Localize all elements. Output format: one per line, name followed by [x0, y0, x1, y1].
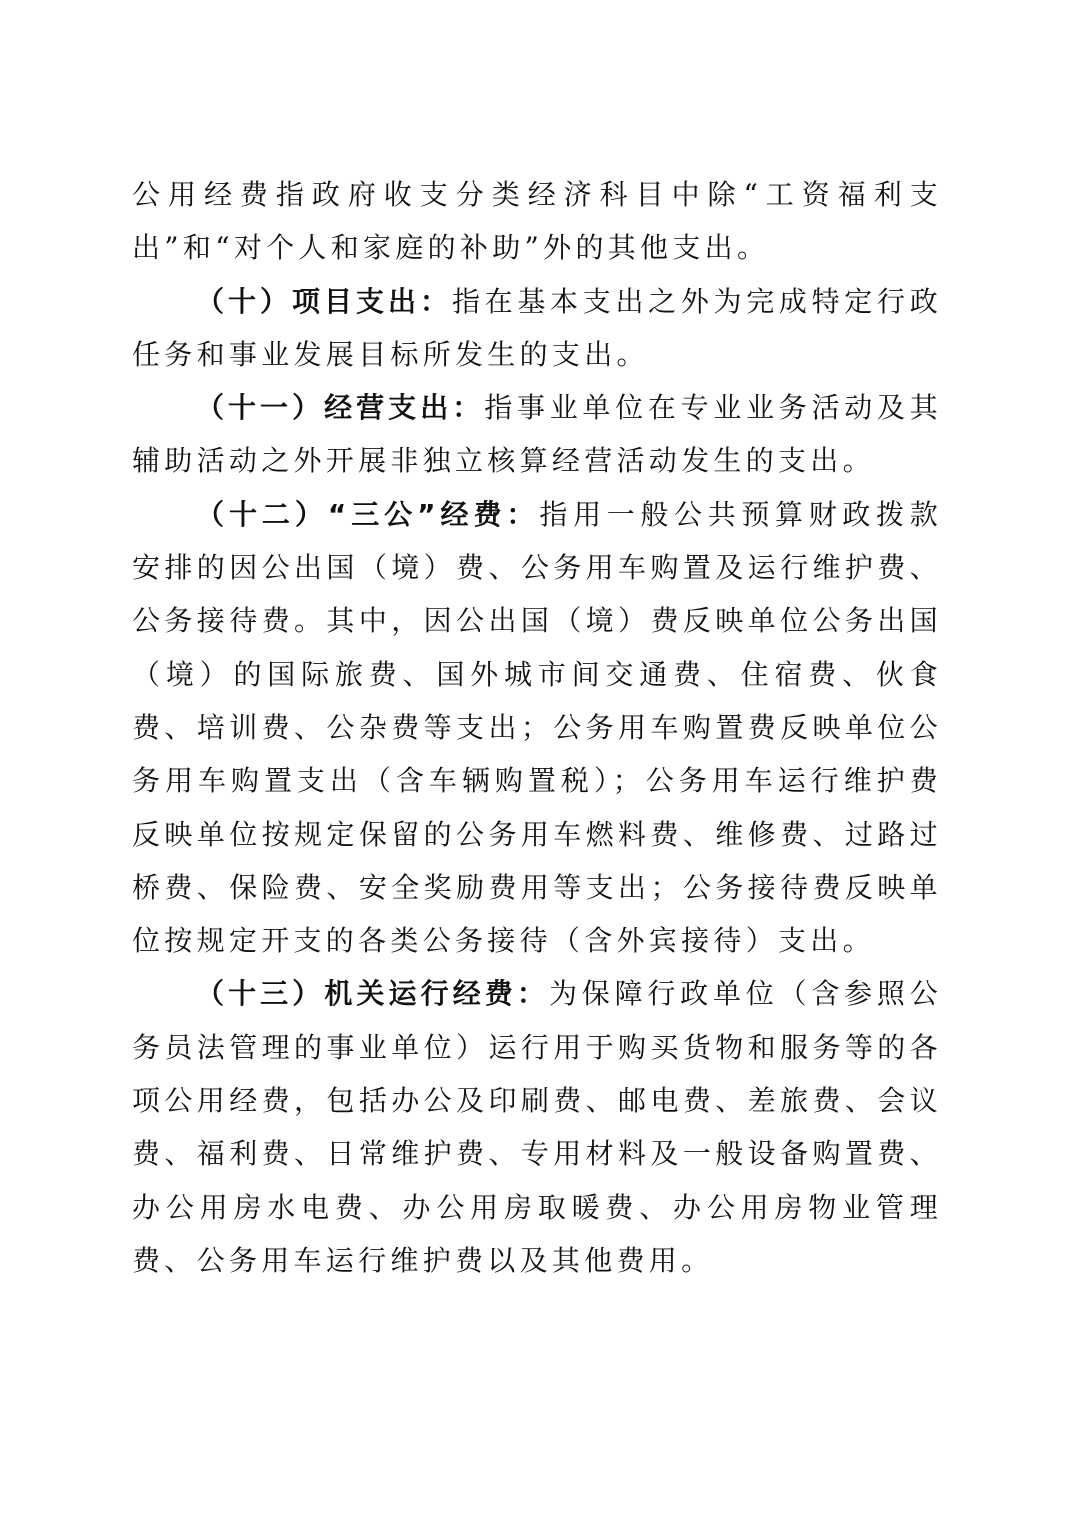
- paragraph-public-funds-continued: [132, 168, 942, 275]
- paragraph-project-expenditure: [132, 275, 942, 382]
- document-body: [132, 168, 942, 1287]
- paragraph-operating-expenditure: [132, 381, 942, 488]
- paragraph-agency-operating-funds: [132, 967, 942, 1287]
- section-heading-11: （十一）经营支出：: [196, 391, 485, 425]
- section-heading-10: （十）项目支出：: [196, 284, 452, 318]
- section-heading-12: （十二）“三公”经费：: [196, 497, 540, 531]
- section-heading-13: （十三）机关运行经费：: [196, 977, 549, 1011]
- paragraph-text: 指事业单位在专业业务活动及其辅助活动之外开展非独立核算经营活动发生的支出。: [132, 391, 943, 478]
- paragraph-three-public-expenses: [132, 488, 942, 968]
- paragraph-text: 为保障行政单位（含参照公务员法管理的事业单位）运行用于购买货物和服务等的各项公用经费，包括办公及印刷费、邮电费、差旅费、会议费、福利费、日常维护费、专用材料及一般设备购置费、办公用房水电费、办公用房取暖费、办公用房物业管理费、公务用车运行维护费以及其他费用。: [132, 977, 942, 1277]
- paragraph-text: 指在基本支出之外为完成特定行政任务和事业发展目标所发生的支出。: [132, 284, 942, 371]
- paragraph-text: 公用经费指政府收支分类经济科目中除“工资福利支出”和“对个人和家庭的补助”外的其他支出。: [132, 178, 942, 265]
- paragraph-text: 指用一般公共预算财政拨款安排的因公出国（境）费、公务用车购置及运行维护费、公务接待费。其中，因公出国（境）费反映单位公务出国（境）的国际旅费、国外城市间交通费、住宿费、伙食费、培训费、公杂费等支出；公务用车购置费反映单位公务用车购置支出（含车辆购置税）；公务用车运行维护费反映单位按规定保留的公务用车燃料费、维修费、过路过桥费、保险费、安全奖励费用等支出；公务接待费反映单位按规定开支的各类公务接待（含外宾接待）支出。: [132, 497, 942, 958]
